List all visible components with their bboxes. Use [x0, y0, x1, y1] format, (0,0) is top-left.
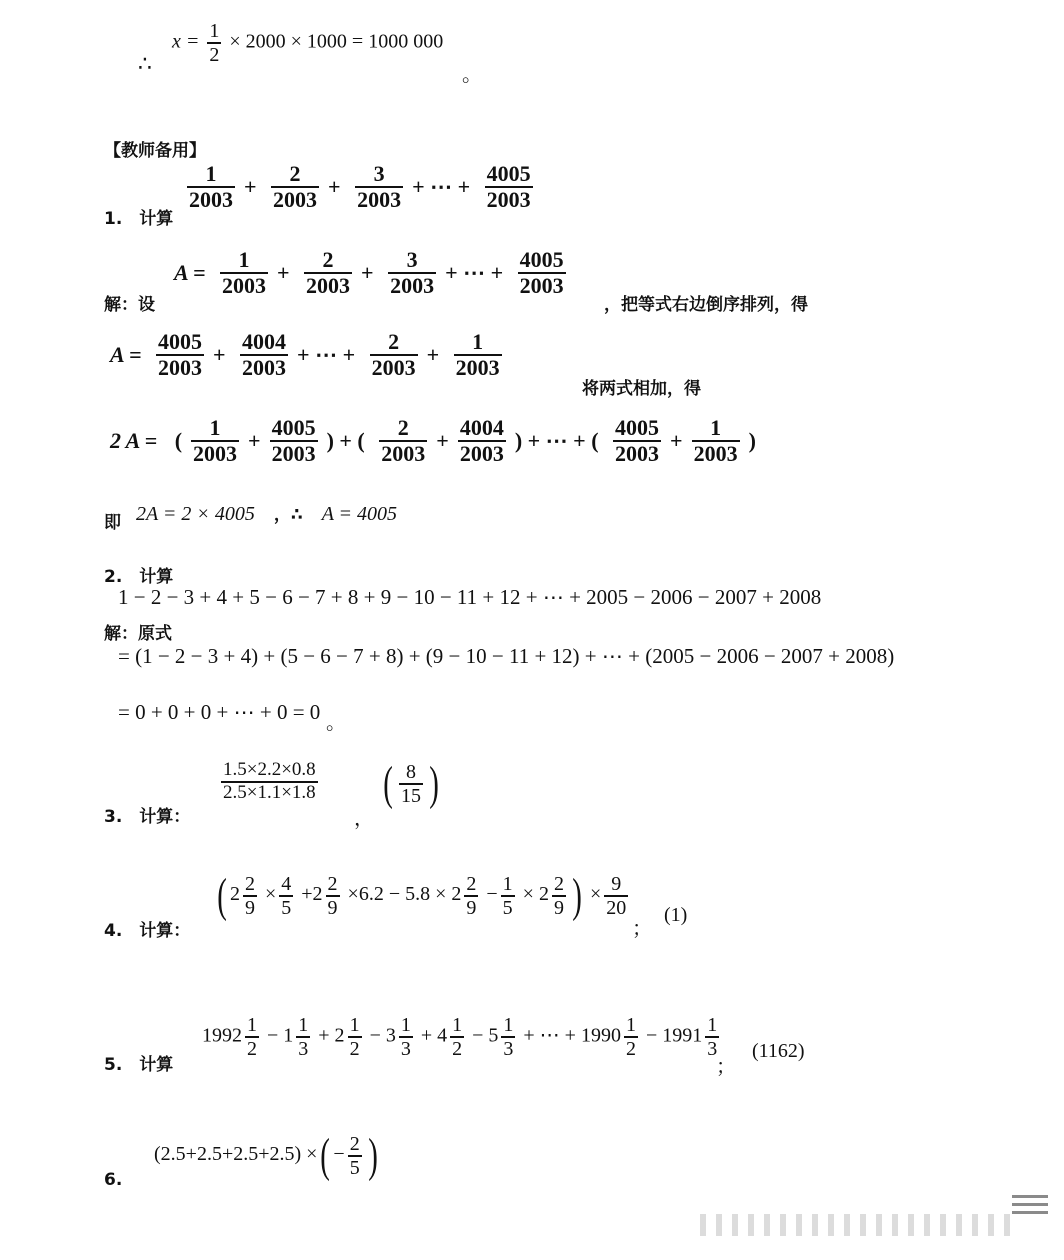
q2-expression: 1 − 2 − 3 + 4 + 5 − 6 − 7 + 8 + 9 − 10 − 11 + 12 + ⋯ + 2005 − 2006 − 2007 + 2008 — [118, 585, 822, 609]
top-period: 。 — [462, 64, 482, 86]
watermark-logo-icon — [1012, 1190, 1048, 1230]
q1-reverse-note: ，把等式右边倒序排列，得 — [604, 295, 808, 315]
q2-solution-label: 解：原式 — [104, 624, 172, 644]
therefore-symbol: ∴ — [138, 52, 152, 77]
q1-conclusion-label: 即 — [104, 513, 121, 533]
q3-answer: ( $\frac{8}{15}$ ) — [383, 757, 439, 810]
q1-sum: 2 A = ( $\frac{1}{2003}$ + $\frac{4005}{2003}$ ) + ( $\frac{2}{2003}$ + $\frac{4004}{2003}$ ) + ⋯ + ( $\frac{4005}{2003}$ + $\frac{1}{2003}$ ) — [110, 415, 756, 467]
q2-label: 2. 计算 — [104, 567, 174, 587]
q6-label: 6. — [104, 1170, 123, 1190]
q1-solution-label: 解：设 — [104, 295, 155, 315]
section-title: 【教师备用】 — [104, 141, 206, 161]
q1-label: 1. 计算 — [104, 209, 174, 229]
q6-expression: (2.5+2.5+2.5+2.5) ×( − $\frac{2}{5}$ ) — [154, 1129, 378, 1182]
q4-answer: (1) — [664, 904, 688, 926]
top-equation: x = $\frac{1}{2}$ × 2000 × 1000 = 1000 000 — [172, 20, 444, 66]
q1-reversed: A = $\frac{4005}{2003}$ + $\frac{4004}{2003}$ + ⋯ + $\frac{2}{2003}$ + $\frac{1}{2003}$ — [110, 329, 500, 381]
q1-definition: A = $\frac{1}{2003}$ + $\frac{2}{2003}$ + $\frac{3}{2003}$ + ⋯ + $\frac{4005}{2003}$ — [174, 247, 564, 299]
q1-conclusion: 2A = 2 × 4005 ，∴ A = 4005 — [136, 503, 398, 525]
q2-line1: = (1 − 2 − 3 + 4) + (5 − 6 − 7 + 8) + (9 − 10 − 11 + 12) + ⋯ + (2005 − 2006 − 2007 + 2008) — [118, 644, 895, 668]
q4-separator: ； — [632, 918, 652, 940]
q5-label: 5. 计算 — [104, 1055, 174, 1075]
q5-answer: (1162) — [752, 1040, 805, 1062]
q5-expression: 1992 $\frac{1}{2}$ − 1 $\frac{1}{3}$ + 2 $\frac{1}{2}$ − 3 $\frac{1}{3}$ + 4 $\frac{1}{2}$ − 5 $\frac{1}{3}$ + ⋯ + 1990 $\frac{1}{2}$ − 1991 $\frac{1}{3}$ — [202, 1014, 718, 1060]
q5-separator: ； — [716, 1056, 736, 1078]
q1-expression: $\frac{1}{2003}$ + $\frac{2}{2003}$ + $\frac{3}{2003}$ + ⋯ + $\frac{4005}{2003}$ — [189, 161, 531, 213]
q4-label: 4. 计算： — [104, 921, 191, 941]
q2-period: 。 — [326, 712, 346, 734]
q4-expression: ( 2 $\frac{2}{9}$ × $\frac{4}{5}$ +2 $\frac{2}{9}$ ×6.2 − 5.8 × 2 $\frac{2}{9}$ − $\frac{1}{5}$ × 2 $\frac{2}{9}$ ) × $\frac{9}{20}$ — [217, 869, 627, 922]
q3-separator: ， — [354, 808, 374, 830]
q3-expression: $\frac{1.5\times 2.2\times 0.8}{2.5\times 1.1\times 1.8}$ — [223, 759, 316, 803]
q1-add-note: 将两式相加，得 — [582, 379, 701, 399]
q3-label: 3. 计算： — [104, 807, 191, 827]
q2-line2: = 0 + 0 + 0 + ⋯ + 0 = 0 — [118, 700, 321, 724]
watermark-bars — [700, 1208, 1050, 1236]
